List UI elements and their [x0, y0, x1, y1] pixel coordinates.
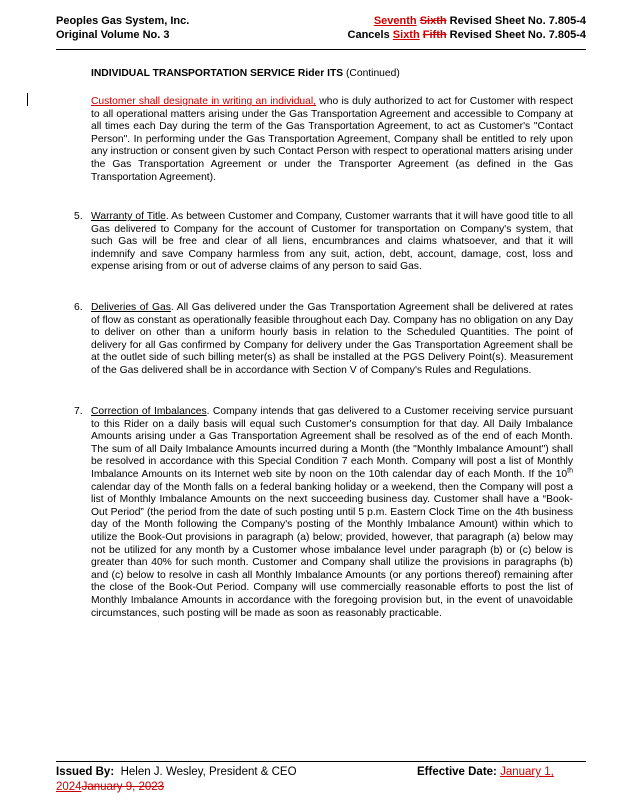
header-right [348, 14, 586, 42]
effective-date [417, 765, 554, 780]
item-6-number: 6. [74, 302, 83, 313]
sheet-line-2-pre: Cancels [347, 29, 390, 41]
sheet-line-1-delete: Sixth [419, 15, 447, 27]
issued-by-value: Helen J. Wesley, President & CEO [120, 766, 297, 778]
section-title-continued: (Continued) [345, 68, 400, 79]
correction-of-imbalances-heading: Correction of Imbalances [91, 406, 207, 417]
header-left [56, 14, 189, 42]
effective-date-insert-b: 2024 [56, 781, 82, 793]
section-title [91, 68, 400, 79]
sheet-line-1-rest: Revised Sheet No. 7.805-4 [449, 15, 586, 27]
correction-of-imbalances-paragraph [91, 406, 573, 620]
section-title-main: INDIVIDUAL TRANSPORTATION SERVICE Rider ITS [91, 68, 344, 79]
deliveries-of-gas-heading: Deliveries of Gas [91, 302, 171, 313]
volume-number: Original Volume No. 3 [56, 29, 170, 41]
effective-date-insert-a: January 1, [500, 766, 554, 778]
sheet-line-1 [348, 14, 586, 28]
ordinal-superscript: th [567, 467, 573, 475]
effective-date-continuation [56, 780, 164, 795]
item-7-number: 7. [74, 406, 83, 417]
issued-by [56, 765, 346, 780]
contact-person-paragraph [91, 96, 573, 184]
header-divider [56, 49, 586, 50]
warranty-of-title-body: . As between Customer and Company, Customer warrants that it will have good title to all Gas delivered to Company for the account of Customer for transportation on Company's system, that such Gas will be free and clear of all liens, encumbrances and claims whatsoever, and that it will indemnify and save Company harmless from any suit, action, debt, account, damage, cost, loss and expense arising from or out of adverse claims of any person to said Gas. [91, 211, 574, 273]
revision-change-bar [27, 93, 28, 106]
warranty-of-title-heading: Warranty of Title [91, 211, 166, 222]
correction-of-imbalances-body-b: calendar day of the Month falls on a federal banking holiday or a weekend, then the Company will post a list of Monthly Imbalance Amounts on the next succeeding business day. Customer shall have a “Book-Out Period” (the period from the date of such posting until 5 p.m. Eastern Clock Time on the 4th business day of the Month following the Company's posting of the Monthly Imbalance Amount) within which to utilize the Book-Out provisions in paragraph (a) below; provided, however, that paragraph (a) below may not be utilized for any month by a Customer whose imbalance level under paragraph (b) or (c) below is greater than 40% for such month. Customer and Company shall utilize the provisions in paragraphs (b) and (c) below to resolve in cash all Monthly Imbalance Amounts (or any portions thereof) remaining after the close of the Book-Out Period. Company will use commercially reasonable efforts to post the list of Monthly Imbalance Amounts in accordance with the foregoing provision but, in the event of unavoidable circumstances, such posting will be made as soon as reasonably practicable. [91, 481, 573, 619]
footer-divider [56, 761, 586, 762]
deliveries-of-gas-paragraph [91, 302, 573, 378]
correction-of-imbalances-body-a: . Company intends that gas delivered to a Customer receiving service pursuant to this Rider on a daily basis will equal such Customer's consumption for that day. All Daily Imbalance Amounts arising under a Gas Transportation Agreement shall be resolved as of the end of each Month. The sum of all Daily Imbalance Amounts incurred during a Month (the "Monthly Imbalance Amount") shall be resolved in accordance with this Special Condition 7 each Month. Company will post a list of Monthly Imbalance Amounts on its Internet web site by noon on the 10th calendar day of each Month. If the 10 [91, 406, 573, 480]
effective-date-delete: January 9, 2023 [81, 781, 165, 793]
sheet-line-2-rest: Revised Sheet No. 7.805-4 [449, 29, 586, 41]
sheet-line-2 [348, 28, 586, 42]
contact-person-insert: Customer shall designate in writing an individual, [91, 96, 317, 107]
sheet-line-2-delete: Fifth [422, 29, 447, 41]
company-name: Peoples Gas System, Inc. [56, 15, 190, 27]
warranty-of-title-paragraph [91, 211, 573, 274]
item-5-number: 5. [74, 211, 83, 222]
issued-by-label: Issued By: [56, 766, 115, 778]
sheet-line-2-insert: Sixth [392, 29, 420, 41]
contact-person-body: who is duly authorized to act for Customer with respect to all operational matters arising under the Gas Transportation Agreement and accessible to Company at all times each Day during the term of the Gas Transportation Agreement, to act as Customer's "Contact Person". In performing under the Gas Transportation Agreement, Company shall be entitled to rely upon any instruction or consent given by such Contact Person with respect to operational matters arising under the Gas Transportation Agreement or under the Transporter Agreement (as defined in the Gas Transportation Agreement). [91, 96, 573, 183]
sheet-line-1-insert: Seventh [373, 15, 417, 27]
deliveries-of-gas-body: . All Gas delivered under the Gas Transportation Agreement shall be delivered at rates of flow as constant as operationally feasible throughout each Day. Company has no obligation on any Day to deliver on other than a uniform hourly basis in relation to the Scheduled Quantities. The point of delivery for all Gas confirmed by Company for delivery under the Gas Transportation Agreement shall be at the outlet side of such billing meter(s) as shall be installed at the PGS Delivery Point(s). Measurement of the Gas delivered shall be in accordance with Section V of Company's Rules and Regulations. [91, 302, 573, 376]
effective-date-label: Effective Date: [417, 766, 497, 778]
